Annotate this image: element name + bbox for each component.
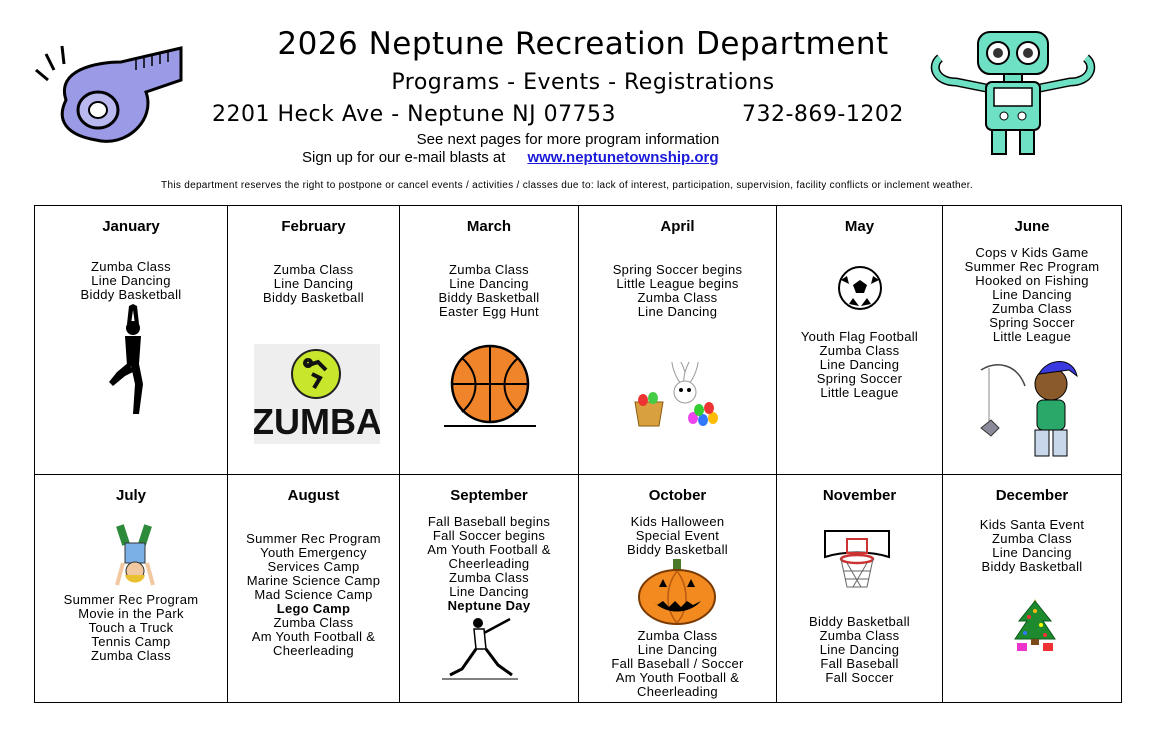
- event-list: [400, 263, 578, 319]
- page-subtitle: Programs - Events - Registrations: [391, 70, 775, 95]
- event-item: Cheerleading: [273, 643, 354, 658]
- event-item: Line Dancing: [637, 642, 718, 657]
- event-item: Line Dancing: [91, 273, 171, 288]
- phone-number: 732-869-1202: [742, 102, 904, 127]
- event-list: [35, 593, 227, 663]
- event-item: Line Dancing: [992, 287, 1072, 302]
- month-name: April: [660, 218, 695, 235]
- zumba-logo: [254, 344, 380, 444]
- next-pages-note: See next pages for more program information: [416, 131, 720, 148]
- event-item: Zumba Class: [273, 262, 354, 277]
- event-item: Biddy Basketball: [263, 290, 364, 305]
- signup-text: Sign up for our e-mail blasts at: [302, 149, 506, 166]
- fishing-boy-icon: [977, 356, 1087, 464]
- event-item: Am Youth Football &: [251, 629, 376, 644]
- month-cell-august: [228, 475, 400, 703]
- event-item: Zumba Class: [273, 615, 354, 630]
- event-list: [943, 518, 1121, 574]
- month-cell-june: [943, 206, 1122, 475]
- event-list: [777, 330, 942, 400]
- event-item: Easter Egg Hunt: [439, 304, 539, 319]
- event-item: Marine Science Camp: [246, 573, 381, 588]
- event-item: Summer Rec Program: [964, 259, 1100, 274]
- event-item: Movie in the Park: [78, 606, 184, 621]
- event-item: Youth Flag Football: [800, 329, 919, 344]
- event-item: Mad Science Camp: [254, 587, 373, 602]
- event-item: Neptune Day: [447, 598, 531, 613]
- event-item: Lego Camp: [276, 601, 351, 616]
- month-name: December: [995, 487, 1069, 504]
- event-item: Am Youth Football &: [427, 542, 551, 557]
- month-cell-december: [943, 475, 1122, 703]
- event-item: Fall Baseball begins: [427, 514, 551, 529]
- event-item: Line Dancing: [637, 304, 718, 319]
- zumba-logo-text: ZUMBA: [254, 401, 380, 442]
- event-list: [228, 263, 399, 305]
- event-item: Hooked on Fishing: [975, 273, 1089, 288]
- calendar-grid: [34, 205, 1122, 703]
- address: 2201 Heck Ave - Neptune NJ 07753: [212, 102, 617, 127]
- month-cell-march: [400, 206, 579, 475]
- baseball-player-icon: [440, 615, 520, 681]
- event-item: Line Dancing: [819, 642, 900, 657]
- event-item: Spring Soccer: [816, 371, 903, 386]
- event-item: Cops v Kids Game: [975, 245, 1089, 260]
- event-item: Little League: [820, 385, 899, 400]
- month-name: June: [1014, 218, 1050, 235]
- pumpkin-icon: [635, 557, 719, 627]
- event-item: Fall Soccer: [825, 670, 894, 685]
- month-cell-october: [579, 475, 777, 703]
- event-item: Zumba Class: [91, 259, 171, 274]
- event-item: Spring Soccer: [989, 315, 1075, 330]
- event-item: Spring Soccer begins: [612, 262, 743, 277]
- event-list: [35, 260, 227, 302]
- soccer-ball-icon: [835, 266, 885, 310]
- event-item: Zumba Class: [449, 570, 529, 585]
- event-item: Zumba Class: [449, 262, 529, 277]
- event-item: Tennis Camp: [91, 634, 171, 649]
- event-item: Special Event: [635, 528, 720, 543]
- event-list: [943, 246, 1121, 344]
- event-item: Line Dancing: [992, 545, 1072, 560]
- month-cell-february: [228, 206, 400, 475]
- month-cell-july: [35, 475, 228, 703]
- event-item: Am Youth Football &: [615, 670, 740, 685]
- event-item: Zumba Class: [819, 343, 900, 358]
- event-list: [777, 615, 942, 685]
- event-list: [579, 629, 776, 699]
- event-list: [579, 263, 776, 319]
- event-item: Little League: [992, 329, 1072, 344]
- event-item: Biddy Basketball: [627, 542, 728, 557]
- event-item: Line Dancing: [449, 276, 529, 291]
- easter-bunny-icon: [629, 362, 725, 432]
- month-name: January: [102, 218, 160, 235]
- christmas-tree-icon: [1013, 597, 1057, 653]
- event-item: Summer Rec Program: [63, 592, 199, 607]
- event-item: Zumba Class: [637, 628, 718, 643]
- month-cell-september: [400, 475, 579, 703]
- event-item: Cheerleading: [637, 684, 718, 699]
- event-item: Touch a Truck: [88, 620, 174, 635]
- website-link[interactable]: www.neptunetownship.org: [527, 149, 719, 166]
- event-item: Biddy Basketball: [981, 559, 1083, 574]
- event-list: [400, 515, 578, 613]
- event-item: Fall Baseball / Soccer: [611, 656, 744, 671]
- event-list-top: [579, 515, 776, 557]
- month-name: March: [466, 218, 512, 235]
- month-cell-may: [777, 206, 943, 475]
- page-title: 2026 Neptune Recreation Department: [277, 26, 889, 62]
- signup-line: [302, 149, 719, 166]
- event-item: Youth Emergency: [260, 545, 367, 560]
- event-item: Line Dancing: [273, 276, 354, 291]
- basketball-hoop-icon: [821, 527, 893, 593]
- month-name: May: [844, 218, 875, 235]
- month-name: November: [822, 487, 897, 504]
- event-item: Zumba Class: [91, 648, 171, 663]
- month-name: August: [287, 487, 340, 504]
- month-cell-january: [35, 206, 228, 475]
- month-name: October: [648, 487, 707, 504]
- yoga-pose-icon: [103, 302, 159, 418]
- event-item: Fall Soccer begins: [432, 528, 546, 543]
- event-list: [228, 532, 399, 658]
- disclaimer: This department reserves the right to postpone or cancel events / activities / classes due to: lack of interest, participation, supervision, facility conflicts or inclement weather.: [161, 180, 973, 191]
- event-item: Summer Rec Program: [246, 531, 381, 546]
- event-item: Zumba Class: [819, 628, 900, 643]
- event-item: Line Dancing: [449, 584, 529, 599]
- month-cell-november: [777, 475, 943, 703]
- event-item: Zumba Class: [992, 301, 1072, 316]
- month-cell-april: [579, 206, 777, 475]
- event-item: Line Dancing: [819, 357, 900, 372]
- event-item: Zumba Class: [992, 531, 1072, 546]
- month-name: July: [115, 487, 146, 504]
- event-item: Kids Santa Event: [979, 517, 1085, 532]
- event-item: Biddy Basketball: [809, 614, 910, 629]
- event-item: Services Camp: [267, 559, 360, 574]
- event-item: Biddy Basketball: [80, 287, 182, 302]
- basketball-icon: [440, 344, 540, 430]
- event-item: Kids Halloween: [630, 514, 725, 529]
- event-item: Fall Baseball: [820, 656, 899, 671]
- month-name: February: [281, 218, 346, 235]
- event-item: Little League begins: [616, 276, 739, 291]
- event-item: Biddy Basketball: [438, 290, 540, 305]
- event-item: Cheerleading: [448, 556, 530, 571]
- event-item: Zumba Class: [637, 290, 718, 305]
- month-name: September: [450, 487, 528, 504]
- handstand-kid-icon: [113, 523, 157, 589]
